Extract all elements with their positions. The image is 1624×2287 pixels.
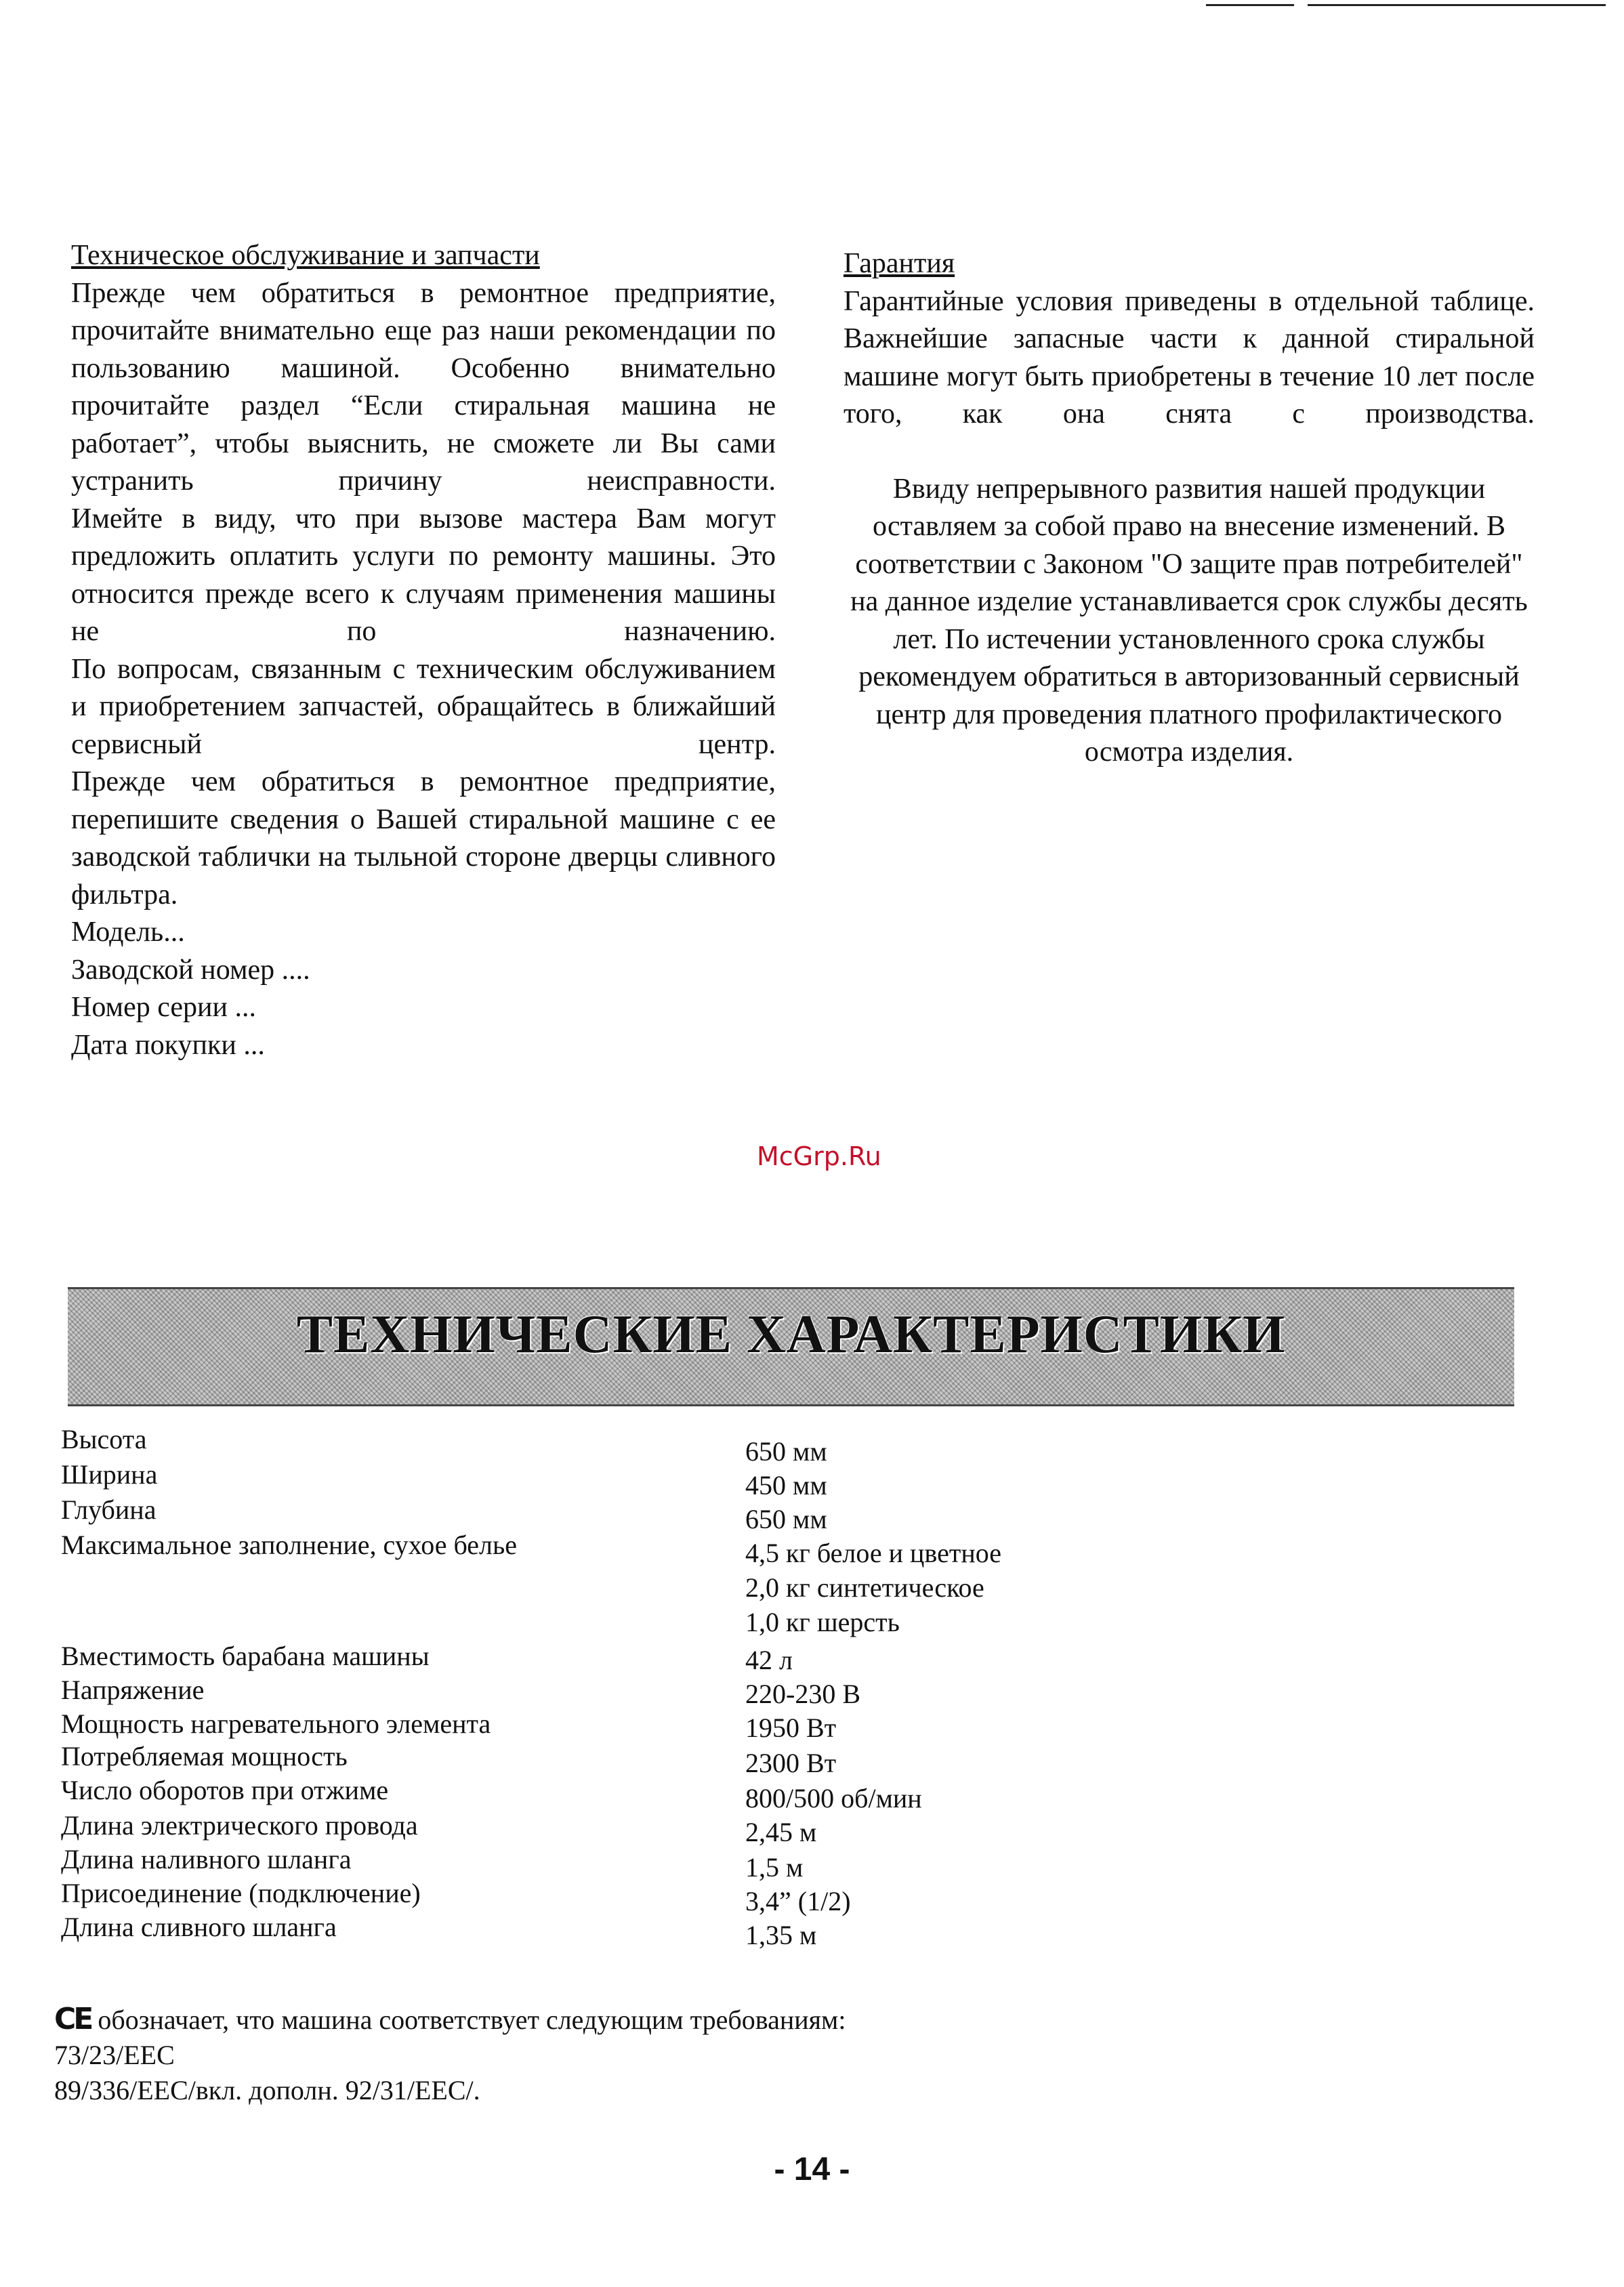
spec-label: Ширина	[61, 1459, 158, 1490]
spec-value: 2,0 кг синтетическое	[745, 1572, 984, 1603]
spec-value: 1950 Вт	[745, 1713, 837, 1743]
warranty-paragraph: Важнейшие запасные части к данной стиральной машине могут быть приобретены в течение 10 лет после того, как она снята с производства.	[844, 323, 1535, 429]
field-model: Модель...	[71, 917, 185, 948]
spec-value: 1,0 кг шерсть	[745, 1607, 900, 1637]
spec-row	[61, 1606, 1552, 1639]
spec-row	[61, 1910, 1552, 1950]
spec-label: Длина электрического провода	[61, 1810, 418, 1841]
compliance-statement: обозначает, что машина соответствует следующим требованиям:	[98, 2005, 846, 2035]
spec-label: Число оборотов при отжиме	[61, 1775, 389, 1805]
compliance-statement-line	[54, 2002, 846, 2038]
spec-row	[61, 1423, 1552, 1467]
spec-value: 650 мм	[745, 1504, 827, 1534]
spec-label: Присоединение (подключение)	[61, 1878, 421, 1908]
ce-mark-icon: CE	[54, 2002, 91, 2036]
specs-banner	[68, 1287, 1514, 1406]
watermark: McGrp.Ru	[757, 1141, 881, 1171]
spec-value: 650 мм	[745, 1436, 827, 1467]
spec-row	[61, 1843, 1552, 1883]
directive-line: 89/336/EEC/вкл. дополн. 92/31/EEC/.	[54, 2075, 480, 2105]
warranty-section	[844, 245, 1535, 772]
spec-row	[61, 1639, 1552, 1673]
spec-label: Длина наливного шланга	[61, 1844, 352, 1874]
spec-value: 3,4” (1/2)	[745, 1886, 851, 1916]
compliance-section	[54, 2002, 846, 2108]
spec-label: Вместимость барабана машины	[61, 1641, 430, 1671]
spec-label: Мощность нагревательного элемента	[61, 1708, 491, 1739]
spec-value: 42 л	[745, 1645, 793, 1675]
spec-row	[61, 1809, 1552, 1847]
maintenance-paragraph: Прежде чем обратиться в ремонтное предприятие, прочитайте внимательно еще раз наши рекомендации по пользованию машиной. Особенно внимательно прочитайте раздел “Если стиральная машина не работает”, чтобы выяснить, не сможете ли Вы сами устранить причину неисправности.	[71, 277, 776, 497]
spec-row	[61, 1571, 1552, 1605]
spec-value: 2,45 м	[745, 1817, 817, 1847]
spec-value: 2300 Вт	[745, 1748, 837, 1778]
spec-row	[61, 1493, 1552, 1534]
spec-value: 450 мм	[745, 1470, 827, 1501]
spec-value: 1,5 м	[745, 1852, 804, 1883]
spec-row	[61, 1528, 1552, 1568]
scan-line	[1308, 4, 1606, 6]
maintenance-paragraph: Прежде чем обратиться в ремонтное предприятие, перепишите сведения о Вашей стиральной машине с ее заводской таблички на тыльной стороне дверцы сливного фильтра.	[71, 766, 776, 910]
spec-row	[61, 1673, 1552, 1707]
warranty-paragraph: Гарантийные условия приведены в отдельной таблице.	[844, 285, 1535, 317]
spec-value: 220-230 В	[745, 1679, 860, 1709]
page-number: - 14 -	[774, 2152, 850, 2187]
maintenance-paragraph: По вопросам, связанным с техническим обслуживанием и приобретением запчастей, обращайтесь в ближайший сервисный центр.	[71, 653, 776, 760]
maintenance-section	[71, 237, 776, 1064]
warranty-notice: Ввиду непрерывного развития нашей продукции оставляем за собой право на внесение изменений. В соответствии с Законом "О защите прав потребителей" на данное изделие устанавливается срок службы десять лет. По истечении установленного срока службы рекомендуем обратиться в авторизованный сервисный центр для проведения платного профилактического осмотра изделия.	[850, 473, 1528, 768]
spec-label: Глубина	[61, 1494, 157, 1525]
spec-row	[61, 1876, 1552, 1916]
maintenance-heading: Техническое обслуживание и запчасти	[71, 240, 540, 271]
spec-label: Максимальное заполнение, сухое белье	[61, 1530, 517, 1560]
spec-row	[61, 1774, 1552, 1813]
spec-value: 1,35 м	[745, 1920, 817, 1950]
maintenance-paragraph: Имейте в виду, что при вызове мастера Вам могут предложить оплатить услуги по ремонту машины. Это относится прежде всего к случаям применения машины не по назначению.	[71, 503, 776, 647]
field-purchase-date: Дата покупки ...	[71, 1029, 265, 1061]
spec-row	[61, 1740, 1552, 1778]
scan-line	[1206, 4, 1294, 6]
spec-value: 800/500 об/мин	[745, 1783, 922, 1813]
spec-label: Длина сливного шланга	[61, 1912, 337, 1942]
spec-label: Напряжение	[61, 1675, 205, 1705]
spec-row	[61, 1458, 1552, 1501]
specs-title: ТЕХНИЧЕСКИЕ ХАРАКТЕРИСТИКИ	[296, 1305, 1286, 1364]
spec-label: Высота	[61, 1424, 147, 1454]
spec-value: 4,5 кг белое и цветное	[745, 1538, 1001, 1568]
directive-line: 73/23/EEC	[54, 2040, 175, 2070]
spec-label: Потребляемая мощность	[61, 1741, 348, 1771]
field-serial-number: Заводской номер ....	[71, 954, 310, 986]
field-series-number: Номер серии ...	[71, 992, 256, 1023]
spec-row	[61, 1707, 1552, 1741]
warranty-heading: Гарантия	[844, 248, 955, 279]
